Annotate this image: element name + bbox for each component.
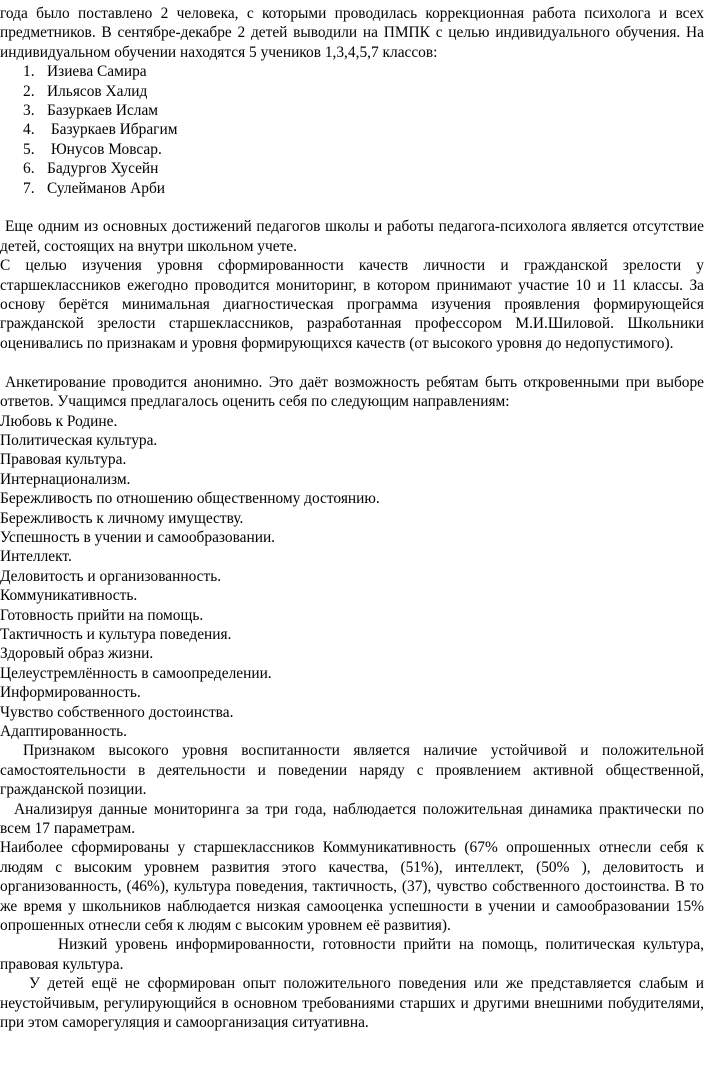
spacer <box>0 353 704 372</box>
list-item <box>0 179 704 198</box>
list-item-name: Базуркаев Ислам <box>47 102 159 120</box>
survey-paragraph: Анкетирование проводится анонимно. Это даёт возможность ребятам быть откровенными при выборе ответов. Учащимся предлагалось оценить себя по следующим направлениям: <box>0 373 704 411</box>
list-item-name: Базуркаев Ибрагим <box>47 121 178 139</box>
direction-item: Интернационализм. <box>0 470 131 488</box>
list-item-name: Юнусов Мовсар. <box>47 140 162 158</box>
analysis-paragraph: Анализируя данные мониторинга за три года, наблюдается положительная динамика практически по всем 17 параметрам. <box>0 800 704 838</box>
direction-item: Интеллект. <box>0 548 72 566</box>
students-list <box>0 62 704 198</box>
spacer <box>0 198 704 217</box>
list-item <box>0 120 704 139</box>
direction-item: Бережливость к личному имуществу. <box>0 509 244 527</box>
list-item-name: Изиева Самира <box>47 63 147 81</box>
formed-paragraph: Наиболее сформированы у старшеклассников Коммуникативность (67% опрошенных отнесли себя к людям с высоким уровнем развития этого качества, (51%), интеллект, (50% ), деловитость и организованность, (46%), культура поведения, тактичность, (37), чувство собственного достоинства. В то же время у школьников наблюдается низкая самооценка успешности в учении и самообразовании 15% опрошенных отнесли себя к людям с высоким уровнем её развития). <box>0 839 704 935</box>
direction-item: Тактичность и культура поведения. <box>0 625 232 643</box>
list-item-number: 5. <box>23 140 35 158</box>
achievement-paragraph: Еще одним из основных достижений педагогов школы и работы педагога-психолога является отсутствие детей, состоящих на внутри школьном учете. <box>0 218 704 255</box>
direction-item: Здоровый образ жизни. <box>0 645 154 663</box>
direction-item: Политическая культура. <box>0 431 158 449</box>
direction-item: Адаптированность. <box>0 723 128 740</box>
signs-paragraph: Признаком высокого уровня воспитанности является наличие устойчивой и положительной самостоятельности в деятельности и поведении наряду с проявлением активной общественной, гражданской позиции. <box>0 742 704 799</box>
children-paragraph: У детей ещё не сформирован опыт положительного поведения или же представляется слабым и неустойчивым, регулирующийся в основном требованиями старших и другими внешними побудителями, при этом саморегуляция и самоорганизация ситуативна. <box>0 975 704 1032</box>
monitoring-paragraph: С целью изучения уровня сформированности качеств личности и гражданской зрелости у старшеклассников ежегодно проводится мониторинг, в котором принимают участие 10 и 11 классы. За основу берётся минимальная диагностическая программа изучения проявления формирующейся гражданской зрелости старшеклассников, разработанная профессором М.И.Шиловой. Школьники оценивались по признакам и уровня формирующихся качеств (от высокого уровня до недопустимого). <box>0 257 704 352</box>
list-item <box>0 62 704 81</box>
direction-item: Любовь к Родине. <box>0 412 118 430</box>
list-item-number: 7. <box>23 179 35 197</box>
direction-item: Информированность. <box>0 684 141 702</box>
direction-item: Успешность в учении и самообразовании. <box>0 528 276 546</box>
list-item <box>0 140 704 159</box>
direction-item: Деловитость и организованность. <box>0 567 222 585</box>
list-item-number: 3. <box>23 102 35 120</box>
direction-item: Чувство собственного достоинства. <box>0 703 234 721</box>
list-item <box>0 82 704 101</box>
direction-item: Готовность прийти на помощь. <box>0 606 204 624</box>
list-item-name: Ильясов Халид <box>47 82 148 100</box>
list-item <box>0 159 704 178</box>
direction-item: Правовая культура. <box>0 451 127 469</box>
low-level-paragraph: Низкий уровень информированности, готовности прийти на помощь, политическая культура, правовая культура. <box>0 936 704 973</box>
list-item-number: 2. <box>23 82 35 100</box>
intro-paragraph: года было поставлено 2 человека, с которыми проводилась коррекционная работа психолога и всех предметников. В сентябре-декабре 2 детей выводили на ПМПК с целью индивидуального обучения. На индивидуальном обучении находятся 5 учеников 1,3,4,5,7 классов: <box>0 5 704 61</box>
list-item <box>0 101 704 120</box>
direction-item: Целеустремлённость в самоопределении. <box>0 664 272 682</box>
direction-item: Бережливость по отношению общественному достоянию. <box>0 490 380 508</box>
list-item-number: 6. <box>23 160 35 178</box>
direction-item: Коммуникативность. <box>0 587 138 605</box>
directions-list <box>0 412 704 742</box>
list-item-name: Бадургов Хусейн <box>47 160 159 178</box>
list-item-number: 1. <box>23 63 35 81</box>
list-item-name: Сулейманов Арби <box>47 179 166 197</box>
list-item-number: 4. <box>23 121 35 139</box>
